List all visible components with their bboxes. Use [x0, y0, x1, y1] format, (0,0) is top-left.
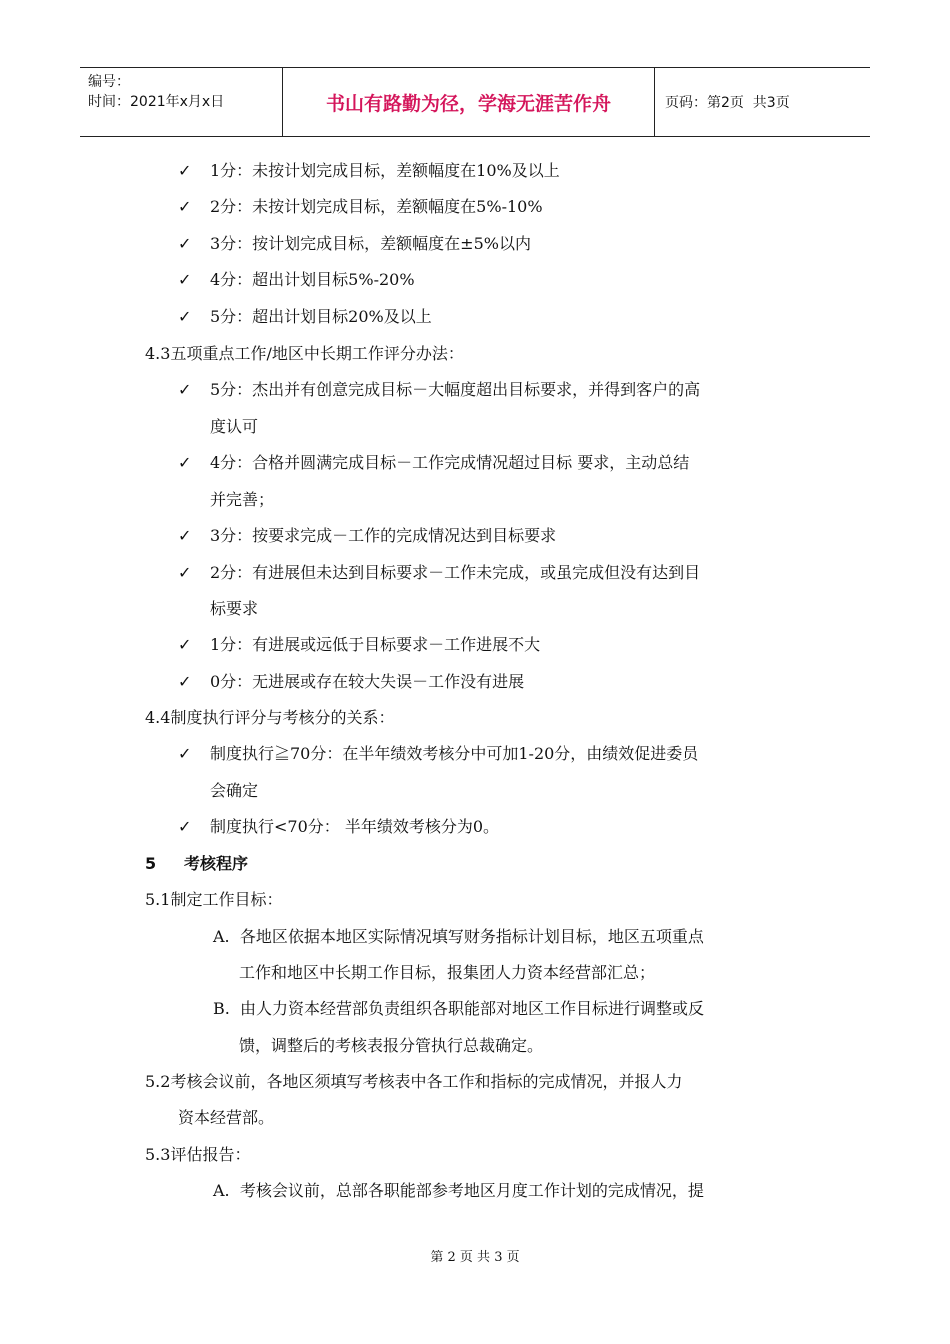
- section-5-1-heading: 5.1制定工作目标：: [145, 890, 283, 909]
- score-item-1: 1分：未按计划完成目标，差额幅度在10%及以上: [210, 161, 560, 180]
- method-item-1: 1分：有进展或远低于目标要求－工作进展不大: [210, 635, 541, 654]
- check-icon: ✓: [178, 526, 192, 545]
- check-icon: ✓: [178, 817, 192, 836]
- check-icon: ✓: [178, 744, 192, 763]
- method-item-3: 3分：按要求完成－工作的完成情况达到目标要求: [210, 526, 557, 545]
- section-5-3-heading: 5.3评估报告：: [145, 1145, 251, 1164]
- check-icon: ✓: [178, 234, 192, 253]
- item-a-line-1: A. 各地区依据本地区实际情况填写财务指标计划目标，地区五项重点: [213, 927, 704, 946]
- section-5-heading: 5 考核程序: [145, 854, 248, 873]
- page-header: [80, 67, 870, 137]
- method-item-4a: 4分：合格并圆满完成目标－工作完成情况超过目标 要求，主动总结: [210, 453, 690, 472]
- header-page-info-cell: [655, 68, 870, 136]
- section-5-2-line-1: 5.2考核会议前，各地区须填写考核表中各工作和指标的完成情况，并报人力: [145, 1072, 683, 1091]
- relation-item-2: 制度执行<70分： 半年绩效考核分为0。: [210, 817, 500, 836]
- relation-item-1a: 制度执行≧70分：在半年绩效考核分中可加1-20分，由绩效促进委员: [210, 744, 699, 763]
- score-item-5: 5分：超出计划目标20%及以上: [210, 307, 432, 326]
- section-4-3-heading: 4.3五项重点工作/地区中长期工作评分办法：: [145, 344, 464, 363]
- score-item-2: 2分：未按计划完成目标，差额幅度在5%-10%: [210, 197, 543, 216]
- item-a-line-2: 工作和地区中长期工作目标，报集团人力资本经营部汇总；: [239, 963, 656, 982]
- check-icon: ✓: [178, 635, 192, 654]
- check-icon: ✓: [178, 197, 192, 216]
- method-item-4b: 并完善；: [210, 490, 275, 509]
- score-item-4: 4分：超出计划目标5%-20%: [210, 270, 415, 289]
- method-item-5a: 5分：杰出并有创意完成目标－大幅度超出目标要求，并得到客户的高: [210, 380, 701, 399]
- method-item-2b: 标要求: [210, 599, 259, 618]
- header-motto: 书山有路勤为径，学海无涯苦作舟: [325, 92, 611, 115]
- check-icon: ✓: [178, 307, 192, 326]
- document-time-label: 时间：2021年x月x日: [88, 94, 225, 110]
- check-icon: ✓: [178, 161, 192, 180]
- section-4-4-heading: 4.4制度执行评分与考核分的关系：: [145, 708, 395, 727]
- method-item-0: 0分：无进展或存在较大失误－工作没有进展: [210, 672, 525, 691]
- method-item-2a: 2分：有进展但未达到目标要求－工作未完成，或虽完成但没有达到目: [210, 563, 701, 582]
- page-footer: 第 2 页 共 3 页: [430, 1250, 520, 1265]
- header-motto-cell: [282, 68, 655, 136]
- item-b-line-2: 馈，调整后的考核表报分管执行总裁确定。: [239, 1036, 544, 1055]
- relation-item-1b: 会确定: [210, 781, 259, 800]
- check-icon: ✓: [178, 270, 192, 289]
- header-meta: [80, 68, 282, 136]
- check-icon: ✓: [178, 453, 192, 472]
- check-icon: ✓: [178, 563, 192, 582]
- item-b-line-1: B. 由人力资本经营部负责组织各职能部对地区工作目标进行调整或反: [213, 999, 705, 1018]
- score-item-3: 3分：按计划完成目标，差额幅度在±5%以内: [210, 234, 531, 253]
- item-c-line-1: A. 考核会议前，总部各职能部参考地区月度工作计划的完成情况，提: [213, 1181, 704, 1200]
- section-5-2-line-2: 资本经营部。: [178, 1108, 275, 1127]
- check-icon: ✓: [178, 380, 192, 399]
- header-page-info: 页码：第2页 共3页: [665, 95, 790, 111]
- document-number-label: 编号：: [88, 74, 130, 90]
- method-item-5b: 度认可: [210, 417, 259, 436]
- check-icon: ✓: [178, 672, 192, 691]
